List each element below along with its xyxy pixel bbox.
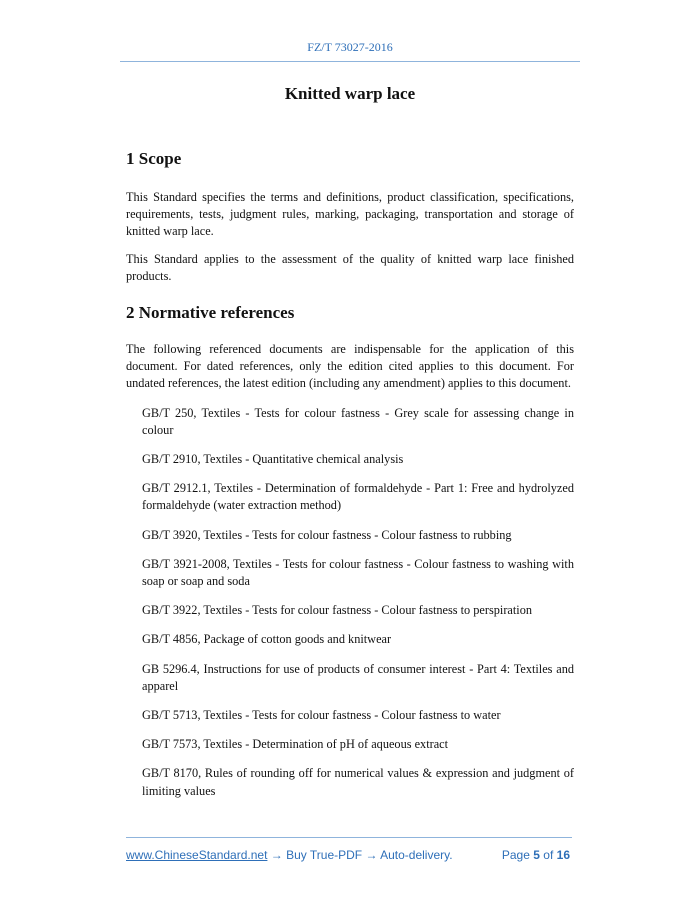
reference-item: GB/T 3921-2008, Textiles - Tests for colour fastness - Colour fastness to washing with soap or soap and soda	[142, 556, 574, 589]
normative-intro-paragraph: The following referenced documents are indispensable for the application of this document. For dated references, only the edition cited applies to this document. For undated references, the latest edition (including any amendment) applies to this document.	[126, 342, 574, 391]
reference-item: GB/T 8170, Rules of rounding off for numerical values & expression and judgment of limiting values	[142, 766, 574, 798]
reference-item: GB/T 7573, Textiles - Determination of pH of aqueous extract	[142, 737, 449, 752]
page-total-number: 16	[556, 848, 570, 862]
page-current-number: 5	[533, 848, 540, 862]
reference-item: GB/T 4856, Package of cotton goods and knitwear	[142, 632, 392, 647]
footer-divider	[126, 837, 572, 838]
document-body	[126, 148, 574, 800]
footer-promo-text: → Buy True-PDF → Auto-delivery.	[267, 848, 453, 862]
reference-item: GB/T 2910, Textiles - Quantitative chemical analysis	[142, 452, 404, 467]
header-standard-code: FZ/T 73027-2016	[307, 40, 393, 54]
page-of-label: of	[543, 848, 554, 862]
reference-item: GB/T 5713, Textiles - Tests for colour fastness - Colour fastness to water	[142, 708, 501, 723]
page-label: Page	[501, 848, 530, 862]
reference-item: GB 5296.4, Instructions for use of products of consumer interest - Part 4: Textiles and apparel	[142, 661, 574, 693]
scope-paragraph-1: This Standard specifies the terms and definitions, product classification, specifications, requirements, tests, judgment rules, marking, packaging, transportation and storage of knitted warp lace.	[126, 190, 574, 239]
document-title: Knitted warp lace	[284, 84, 416, 103]
reference-item: GB/T 3920, Textiles - Tests for colour fastness - Colour fastness to rubbing	[142, 527, 512, 542]
section-heading-scope: 1 Scope	[126, 149, 182, 168]
scope-paragraph-2: This Standard applies to the assessment of the quality of knitted warp lace finished products.	[126, 251, 574, 283]
page-footer	[126, 848, 572, 862]
reference-item: GB/T 3922, Textiles - Tests for colour fastness - Colour fastness to perspiration	[142, 603, 533, 618]
page-indicator	[502, 848, 570, 862]
reference-item: GB/T 250, Textiles - Tests for colour fastness - Grey scale for assessing change in colour	[142, 405, 574, 437]
section-heading-normative-references: 2 Normative references	[126, 303, 295, 323]
reference-item: GB/T 2912.1, Textiles - Determination of formaldehyde - Part 1: Free and hydrolyzed formaldehyde (water extraction method)	[142, 481, 574, 513]
reference-list	[126, 405, 574, 800]
footer-site-link[interactable]: www.ChineseStandard.net	[126, 848, 268, 862]
header-divider	[120, 61, 580, 62]
